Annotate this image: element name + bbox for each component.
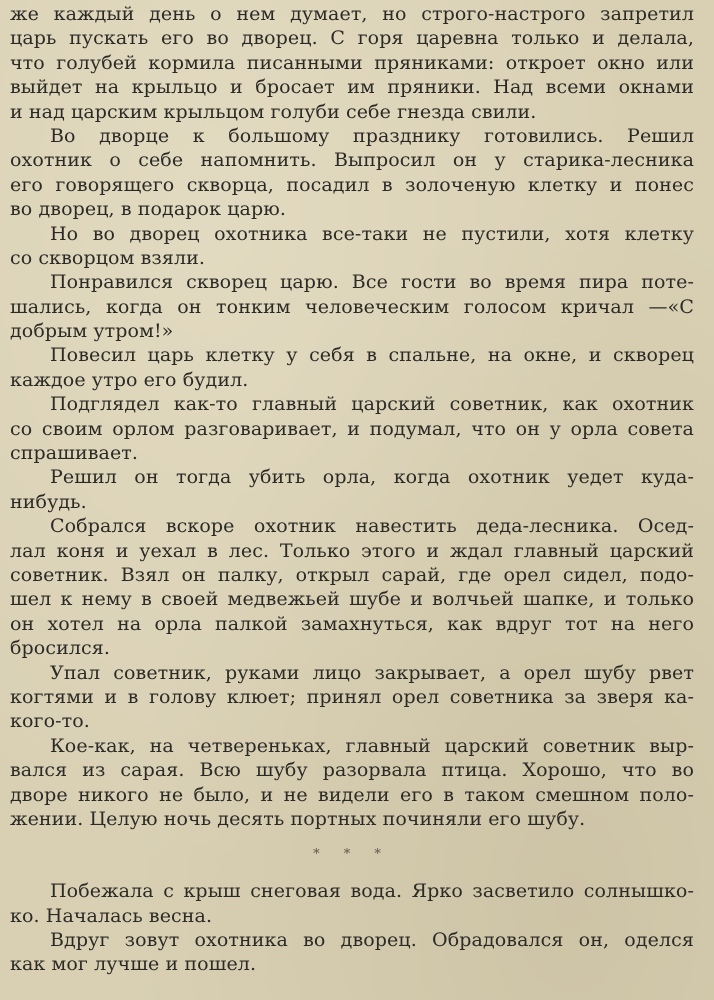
paragraph	[10, 124, 694, 222]
text-line: Во дворце к большому празднику готовились. Решил	[50, 124, 694, 147]
text-line: жении. Целую ночь десять портных починяли его шубу.	[10, 807, 586, 830]
text-line: когтями и в голову клюет; принял орел советника за зверя ка-	[10, 685, 694, 708]
text-line: Повесил царь клетку у себя в спальне, на окне, и скворец	[50, 344, 694, 367]
text-line: он хотел на орла палкой замахнуться, как вдруг тот на него	[10, 612, 694, 635]
text-line: ко. Началась весна.	[10, 904, 213, 927]
text-line: советник. Взял он палку, открыл сарай, где орел сидел, подо-	[10, 563, 694, 586]
section-separator: * * *	[313, 847, 391, 863]
text-line: же каждый день о нем думает, но строго-настрого запретил	[10, 3, 694, 25]
text-line: спрашивает.	[10, 442, 139, 465]
paragraph	[10, 2, 694, 124]
paragraph	[10, 661, 694, 734]
paragraph	[10, 270, 694, 343]
text-line: Побежала с крыш снеговая вода. Ярко засветило солнышко-	[50, 880, 694, 903]
text-line: царь пускать его во дворец. С горя царевна только и делала,	[10, 27, 694, 50]
text-line: Но во дворец охотника все-таки не пустили, хотя клетку	[50, 222, 694, 245]
paragraph	[10, 392, 694, 465]
text-line: Решил он тогда убить орла, когда охотник уедет куда-	[50, 466, 694, 489]
text-line: во дворец, в подарок царю.	[10, 198, 286, 221]
paragraph	[10, 734, 694, 832]
text-line: что голубей кормила писанными пряниками: откроет окно или	[10, 51, 694, 74]
text-line: Понравился скворец царю. Все гости во время пира поте-	[50, 271, 694, 294]
text-line: Собрался вскоре охотник навестить деда-лесника. Осед-	[50, 515, 694, 538]
text-line: Вдруг зовут охотника во дворец. Обрадовался он, оделся	[50, 929, 694, 952]
page-text	[10, 2, 694, 977]
text-line: бросился.	[10, 637, 110, 660]
paragraph	[10, 514, 694, 660]
text-line: выйдет на крыльцо и бросает им пряники. Над всеми окнами	[10, 76, 694, 99]
text-before-separator	[10, 2, 694, 831]
text-line: шел к нему в своей медвежьей шубе и волчьей шапке, и только	[10, 588, 694, 611]
text-line: охотник о себе напомнить. Выпросил он у старика-лесника	[10, 149, 694, 172]
text-line: Кое-как, на четвереньках, главный царский советник выр-	[50, 734, 694, 757]
text-line: шались, когда он тонким человеческим голосом кричал —«С	[10, 295, 694, 318]
paragraph	[10, 928, 694, 977]
text-line: вался из сарая. Всю шубу разорвала птица. Хорошо, что во	[10, 759, 694, 782]
paragraph	[10, 465, 694, 514]
paragraph	[10, 879, 694, 928]
paragraph	[10, 222, 694, 271]
text-line: его говорящего скворца, посадил в золоченую клетку и понес	[10, 173, 694, 196]
text-line: со скворцом взяли.	[10, 246, 206, 269]
text-line: кого-то.	[10, 710, 90, 733]
text-line: добрым утром!»	[10, 320, 174, 343]
paragraph	[10, 343, 694, 392]
text-line: Подглядел как-то главный царский советник, как охотник	[50, 393, 694, 416]
text-after-separator	[10, 879, 694, 977]
text-line: со своим орлом разговаривает, и подумал, что он у орла совета	[10, 417, 694, 440]
text-line: каждое утро его будил.	[10, 368, 249, 391]
text-line: нибудь.	[10, 490, 87, 513]
text-line: дворе никого не было, и не видели его в таком смешном поло-	[10, 783, 694, 806]
text-line: и над царским крыльцом голуби себе гнезда свили.	[10, 100, 537, 123]
text-line: Упал советник, руками лицо закрывает, а орел шубу рвет	[50, 661, 694, 684]
text-line: лал коня и уехал в лес. Только этого и ждал главный царский	[10, 539, 694, 562]
text-line: как мог лучше и пошел.	[10, 953, 257, 976]
